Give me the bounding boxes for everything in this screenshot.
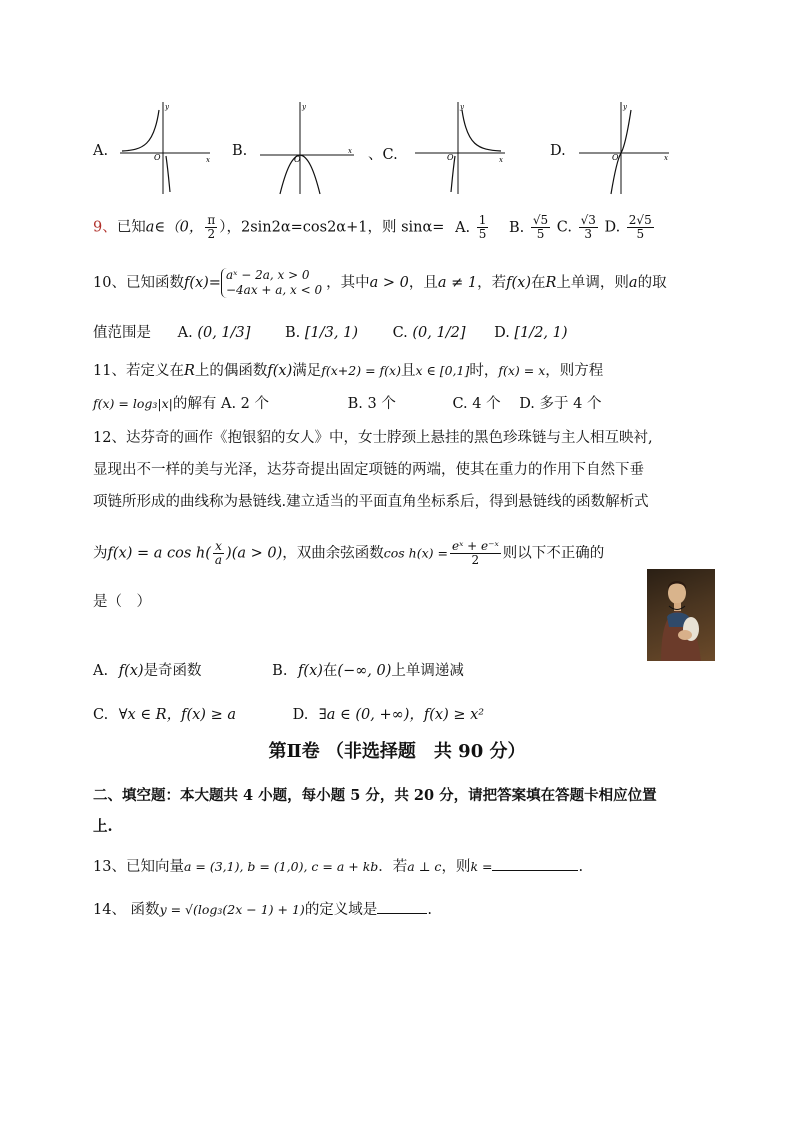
graph-y-label: y [460, 103, 464, 111]
q11-option-b: B. 3 个 [347, 396, 396, 412]
q10-option-c: C. [392, 325, 408, 341]
q9-option-c: C. [556, 219, 572, 236]
question-12-line-1: 12、达芬奇的画作《抱银貂的女人》中，女士脖颈上悬挂的黑色珍珠链与主人相互映衬, [93, 430, 653, 446]
question-9-text-a: 已知 [116, 219, 146, 236]
q12-option-d: D. [292, 707, 309, 723]
graph-origin-label: O [154, 153, 161, 162]
question-10-line-2: 值范围是 A. (0, 1/3] B. [1/3, 1) C. (0, 1/2] D. [1/2, 1) [93, 325, 568, 341]
question-9-number: 9、 [93, 219, 117, 236]
question-11-line-2: f(x) = log₃|x|的解有 A. 2 个 B. 3 个 C. 4 个 D. 多于 4 个 [93, 396, 602, 412]
cosh-fraction: $\frac{\text{eˣ + e⁻ˣ}}{2}$ [451, 539, 499, 567]
q9-option-d-value: $\frac{2√5}{5}$ [628, 213, 652, 241]
q9-option-c-value: $\frac{√3}{3}$ [580, 213, 596, 241]
graph-x-label: x [206, 156, 210, 164]
q10-option-a-value: (0, 1/3] [197, 325, 251, 341]
q10-option-a: A. [177, 325, 193, 341]
question-9 [93, 214, 656, 241]
q12-option-c: C. [93, 707, 109, 723]
question-10-line-1: 10、已知函数f(x)= aˣ − 2a, x > 0 −4ax + a, x < 0 ，其中a > 0，且a ≠ 1，若f(x)在R上单调，则a的取 [93, 268, 667, 297]
graph-y-label: y [302, 103, 306, 111]
graph-x-label: x [348, 147, 352, 155]
question-9-text-c: ），2sin2α=cos2α+1，则 sinα= [219, 219, 445, 236]
graph-x-label: x [499, 156, 503, 164]
section-2-intro-line-2: 上. [93, 818, 113, 835]
q10-option-d-value: [1/2, 1) [514, 325, 568, 341]
q11-option-c: C. 4 个 [452, 396, 501, 412]
question-14: 14、 函数y = √(log₃(2x − 1) + 1)的定义域是 . [93, 899, 432, 920]
q8-graph-b [258, 100, 358, 196]
question-11-line-1: 11、若定义在R上的偶函数f(x)满足f(x+2) = f(x)且x ∈ [0,1]时，f(x) = x，则方程 [93, 363, 604, 379]
section-2-intro-line-1: 二、填空题：本大题共 4 小题，每小题 5 分，共 20 分，请把答案填在答题卡相应位置 [93, 787, 657, 804]
q9-option-d: D. [604, 219, 621, 236]
question-12-line-5: 是（ ） [93, 594, 151, 610]
graph-y-label: y [165, 103, 169, 111]
q11-option-d: D. 多于 4 个 [519, 396, 602, 412]
question-12-options-ab: A. f(x)是奇函数 B. f(x)在(−∞, 0)上单调递减 [93, 663, 464, 679]
q11-option-a: A. 2 个 [220, 396, 269, 412]
question-12-options-cd: C. ∀x ∈ R，f(x) ≥ a D. ∃a ∈ (0, +∞)，f(x) ≥ x² [93, 707, 485, 723]
q8-graph-d [577, 100, 672, 196]
q12-option-b: B. [272, 663, 288, 679]
q14-answer-blank[interactable] [377, 899, 427, 914]
q8-option-d-label: D. [550, 143, 566, 159]
q8-graph-a [118, 100, 213, 196]
question-12-line-3: 项链所形成的曲线称为悬链线.建立适当的平面直角坐标系后，得到悬链线的函数解析式 [93, 494, 649, 510]
section-2-heading: 第Ⅱ卷 （非选择题 共 90 分） [268, 741, 526, 762]
q9-option-b-value: $\frac{√5}{5}$ [532, 213, 549, 241]
q10-option-b: B. [285, 325, 301, 341]
q10-function-name: f(x)= [183, 275, 221, 291]
question-10-prefix: 10、已知函数 [93, 275, 184, 291]
lady-with-ermine-painting [647, 569, 715, 661]
q10-option-d: D. [494, 325, 510, 341]
question-13: 13、已知向量a = (3,1), b = (1,0), c = a + kb．若a ⊥ c，则k = . [93, 856, 583, 877]
q8-graph-c [413, 100, 508, 196]
graph-y-label: y [623, 103, 627, 111]
q8-option-b-label: B. [232, 143, 248, 159]
q10-option-b-value: [1/3, 1) [304, 325, 358, 341]
q10-piecewise: aˣ − 2a, x > 0 −4ax + a, x < 0 [221, 268, 322, 298]
q10-option-c-value: (0, 1/2] [412, 325, 466, 341]
q13-answer-blank[interactable] [492, 856, 578, 871]
question-12-line-2: 显现出不一样的美与光泽，达芬奇提出固定项链的两端，使其在重力的作用下自然下垂 [93, 462, 644, 478]
q9-option-a: A. [455, 219, 471, 236]
q8-option-c-label: 、C. [368, 147, 398, 163]
question-12-line-4: 为f(x) = a cos h( $\frac{x}{a}$ )(a > 0)，双曲余弦函数cos h(x) = $\frac{\text{eˣ + e⁻ˣ}}{2}$ 则以下不正确的 [93, 539, 605, 567]
x-over-a: $\frac{x}{a}$ [214, 539, 223, 567]
graph-origin-label: O [294, 155, 301, 164]
question-9-text-b: a∈（0， [145, 219, 204, 236]
q12-option-a: A. [93, 663, 109, 679]
graph-origin-label: O [612, 153, 619, 162]
q9-option-b: B. [509, 219, 525, 236]
graph-origin-label: O [447, 153, 454, 162]
graph-x-label: x [664, 154, 668, 162]
q8-option-a-label: A. [93, 143, 109, 159]
q9-option-a-value: $\frac{1}{5}$ [478, 213, 487, 241]
pi-over-2: $\frac{\pi}{2}$ [207, 213, 216, 241]
